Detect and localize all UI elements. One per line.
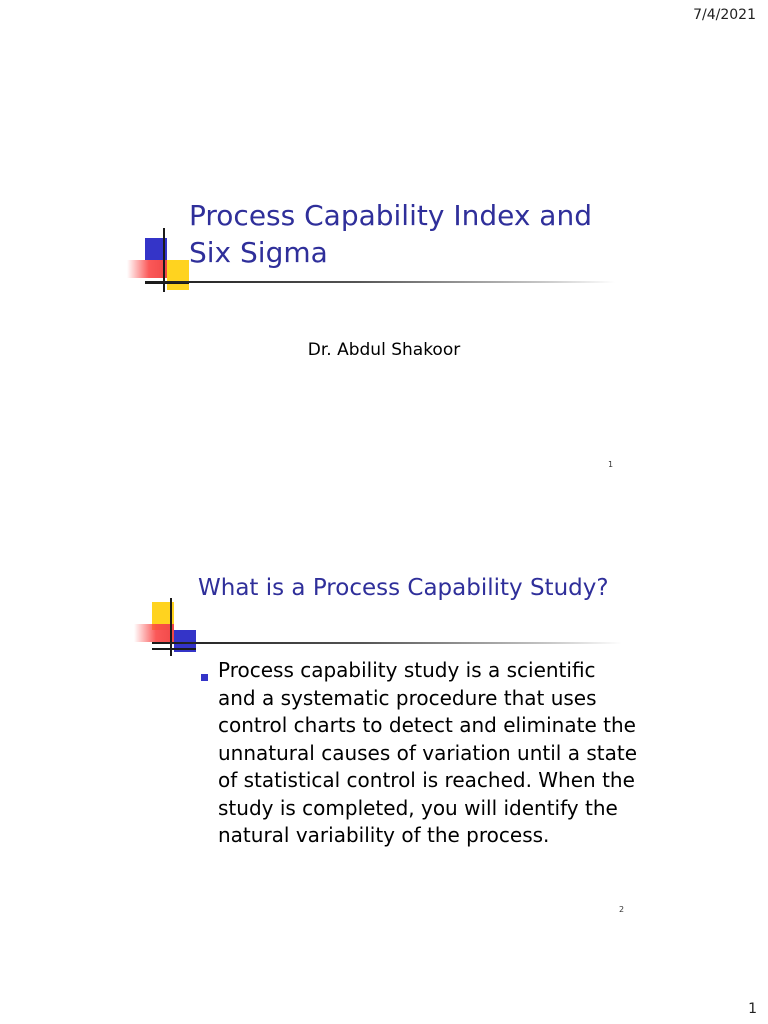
red-gradient-shape <box>127 260 167 278</box>
title-underline <box>152 642 622 644</box>
yellow-square-shape <box>167 260 189 290</box>
red-gradient-shape <box>134 624 174 642</box>
slide-decoration <box>134 598 204 668</box>
slide-number: 2 <box>619 905 625 914</box>
horizontal-line-shape <box>152 648 196 650</box>
author-name: Dr. Abdul Shakoor <box>307 340 461 360</box>
slide-number: 1 <box>608 460 614 469</box>
slide-title: What is a Process Capability Study? <box>198 575 609 601</box>
bullet-text: Process capability study is a scientific and a systematic procedure that uses control charts to detect and eliminate the unnatural causes of variation until a state of statistical control is reached. When the study is completed, you will identify the natural variability of the process. <box>218 658 637 847</box>
slide-decoration <box>127 228 197 298</box>
print-date: 7/4/2021 <box>693 7 756 23</box>
slide-title: Process Capability Index and Six Sigma <box>189 199 592 269</box>
page-number: 1 <box>748 1001 757 1017</box>
bullet-square-icon <box>201 674 208 681</box>
title-underline <box>145 281 615 283</box>
slide-2 <box>0 540 768 940</box>
slide-1 <box>0 0 768 500</box>
